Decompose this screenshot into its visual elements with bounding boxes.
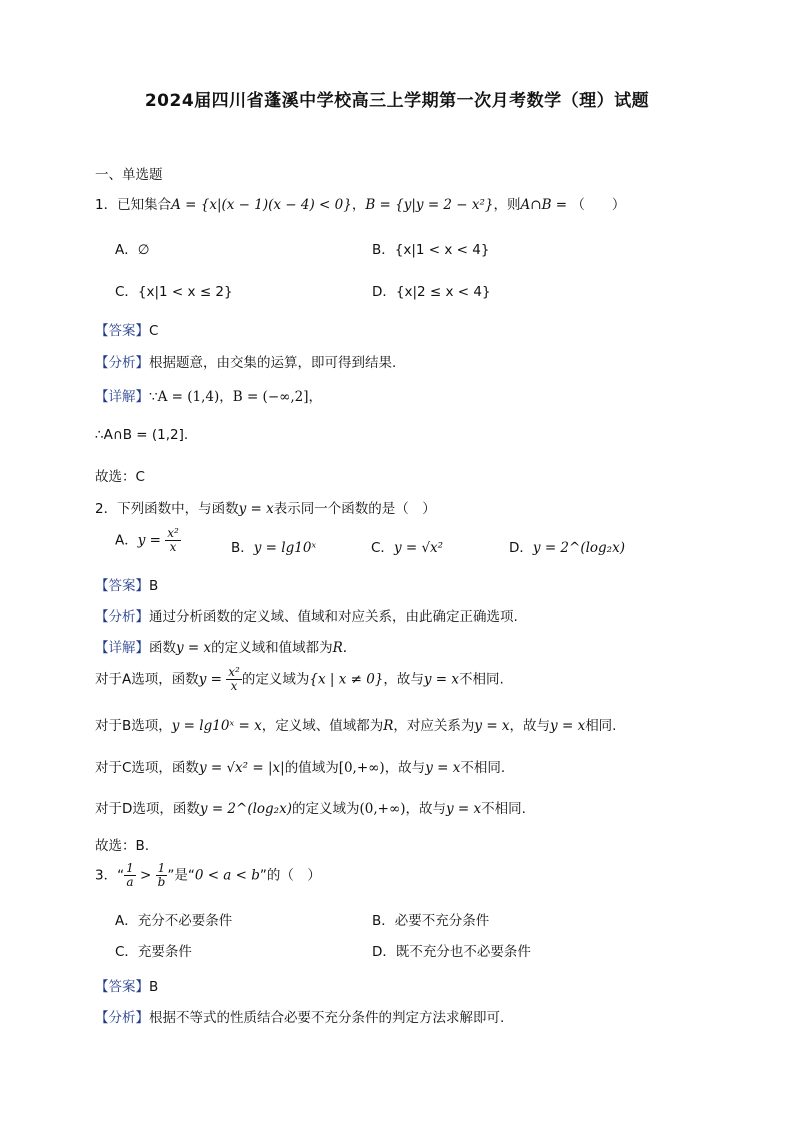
analysis-tag: 【分析】 [95,1010,149,1026]
q1-answer [95,319,158,339]
q2-line-d-expr: y = 2^(log₂x) [199,801,292,817]
q2-option-a-fraction [165,527,181,554]
q2-line-b-expr-2: y = x [474,718,510,734]
q2-option-d-expr: y = 2^(log₂x) [532,540,625,556]
analysis-tag: 【分析】 [95,609,149,625]
q2-stem-expr: y = x [238,501,274,517]
detail-tag: 【详解】 [95,640,149,656]
q1-detail-line-1: ∵A = (1,4)，B = (−∞,2]， [149,389,323,405]
q2-option-a-num: x² [167,526,179,540]
q3-frac1-num: 1 [126,861,134,875]
q1-expr: A∩B [520,197,552,213]
q2-option-c [371,536,443,556]
q2-line-a [95,666,504,693]
q2-line-a-num: x² [228,665,240,679]
q2-option-b-label: B． [231,540,254,556]
q2-line-b-expr: y = lg10ˣ = x [171,718,262,734]
q2-line-a-text-3: ，故与 [383,671,424,688]
q2-option-d [509,536,625,556]
q2-option-a-pre: y = [137,532,166,549]
q1-stem-text: 1．已知集合 [95,197,172,213]
q3-stem-expr: 0 < a < b [194,867,260,884]
q3-fraction-2 [156,862,168,889]
q3-stem-text: 3．“ [95,867,125,884]
q3-option-b: B．必要不充分条件 [372,913,490,929]
q2-line-b-expr-3: y = x [550,718,586,734]
q3-fraction-1 [124,862,136,889]
q2-stem-text: 2．下列函数中，与函数 [95,501,239,517]
q1-set-a: A = {x|(x − 1)(x − 4) < 0} [171,197,352,213]
q2-detail-expr: y = x [176,640,212,656]
q2-line-c-text: 对于C选项，函数 [95,760,199,776]
q3-analysis [95,1006,504,1026]
q2-line-d-text-3: ，故与 [405,801,446,817]
q2-line-c [95,756,505,776]
q2-line-a-expr: y = x [423,671,460,688]
q1-analysis [95,351,396,371]
q2-line-b-r: R [383,718,394,734]
q1-analysis-text: 根据题意，由交集的运算，即可得到结果. [149,355,397,371]
q2-line-c-text-4: 不相同. [460,760,506,776]
q2-option-a-den: x [169,540,177,554]
q3-option-c: C．充要条件 [115,944,192,960]
q3-option-d: D．既不充分也不必要条件 [372,944,531,960]
q2-option-b [231,536,316,556]
q2-choice: 故选：B. [95,838,150,854]
q2-line-d-domain: (0,+∞) [359,801,406,817]
q2-option-b-expr: y = lg10ˣ [253,540,317,556]
question-1-stem [95,193,625,213]
q3-stem-text-2: ”是“ [167,867,195,884]
answer-tag: 【答案】 [95,578,149,594]
q3-frac2-den: b [157,875,166,889]
q2-line-c-expr-2: y = x [425,760,461,776]
q2-analysis [95,605,518,625]
q2-answer-value: B [149,578,159,594]
q3-frac2-num: 1 [156,862,168,876]
section-heading: 一、单选题 [95,167,163,183]
q2-line-a-fraction [226,666,242,693]
q1-detail [95,385,322,405]
q2-line-d-text-4: 不相同. [481,801,526,817]
q2-line-a-den: x [230,679,238,693]
q3-frac1-den: a [126,875,134,889]
q2-detail-text-2: 的定义域和值域都为 [211,640,333,656]
q1-stem-text-3: = （ ） [551,197,626,213]
q2-line-b [95,714,616,734]
q2-option-c-label: C． [371,540,394,556]
q3-option-a: A．充分不必要条件 [115,913,233,929]
answer-tag: 【答案】 [95,323,149,339]
q2-line-b-text-4: ，故与 [509,718,551,734]
q2-detail [95,636,347,656]
q1-option-b: B．{x|1 < x < 4} [372,242,490,258]
q2-analysis-text: 通过分析函数的定义域、值域和对应关系，由此确定正确选项. [149,609,518,625]
q2-detail-text: 函数 [149,640,176,656]
q2-line-b-text: 对于B选项， [95,718,172,734]
q2-stem-tail: 表示同一个函数的是（ ） [273,501,436,517]
page-title: 2024届四川省蓬溪中学校高三上学期第一次月考数学（理）试题 [144,91,650,111]
analysis-tag: 【分析】 [95,355,149,371]
q2-line-a-pre: y = [198,671,227,688]
q3-gt: > [135,867,156,884]
q2-line-d-text-2: 的定义域为 [291,801,360,817]
q1-set-b: B = {y|y = 2 − x²} [365,197,494,213]
question-3-stem [95,862,321,889]
q3-answer [95,975,158,995]
q2-line-c-expr: y = √x² = |x| [198,760,285,776]
q2-detail-r: R. [332,640,348,656]
q3-analysis-text: 根据不等式的性质结合必要不充分条件的判定方法求解即可. [149,1010,505,1026]
q3-stem-text-3: ”的（ ） [259,867,321,884]
detail-tag: 【详解】 [95,389,149,405]
q2-line-b-text-2: ，定义域、值域都为 [261,718,384,734]
q1-option-c: C．{x|1 < x ≤ 2} [115,284,233,300]
q2-line-d [95,797,526,817]
q2-line-a-text-2: 的定义域为 [241,671,310,688]
q1-choice: 故选：C [95,469,145,485]
q1-answer-value: C [149,323,159,339]
q2-line-d-expr-2: y = x [445,801,482,817]
q2-line-c-text-3: ，故与 [384,760,426,776]
question-2-stem [95,497,436,517]
q2-line-a-text: 对于A选项，函数 [95,671,199,688]
q2-option-d-label: D． [509,540,533,556]
q2-option-a-label: A． [115,532,138,549]
q2-line-a-domain: {x | x ≠ 0} [309,671,384,688]
q1-stem-text-2: ，则 [493,197,521,213]
q2-option-a [115,527,181,554]
q1-sep: ， [351,197,366,213]
q2-line-d-text: 对于D选项，函数 [95,801,200,817]
q2-line-c-range: [0,+∞) [338,760,385,776]
q1-option-d: D．{x|2 ≤ x < 4} [372,284,491,300]
q2-option-c-expr: y = √x² [393,540,444,556]
q1-detail-line-2: ∴A∩B = (1,2]. [95,427,189,443]
q2-line-b-text-3: ，对应关系为 [393,718,475,734]
q2-answer [95,574,158,594]
answer-tag: 【答案】 [95,979,149,995]
q2-line-a-text-4: 不相同. [459,671,504,688]
q3-answer-value: B [149,979,159,995]
q2-line-b-text-5: 相同. [585,718,617,734]
q1-option-a: A．∅ [115,242,150,258]
q2-line-c-text-2: 的值域为 [284,760,339,776]
